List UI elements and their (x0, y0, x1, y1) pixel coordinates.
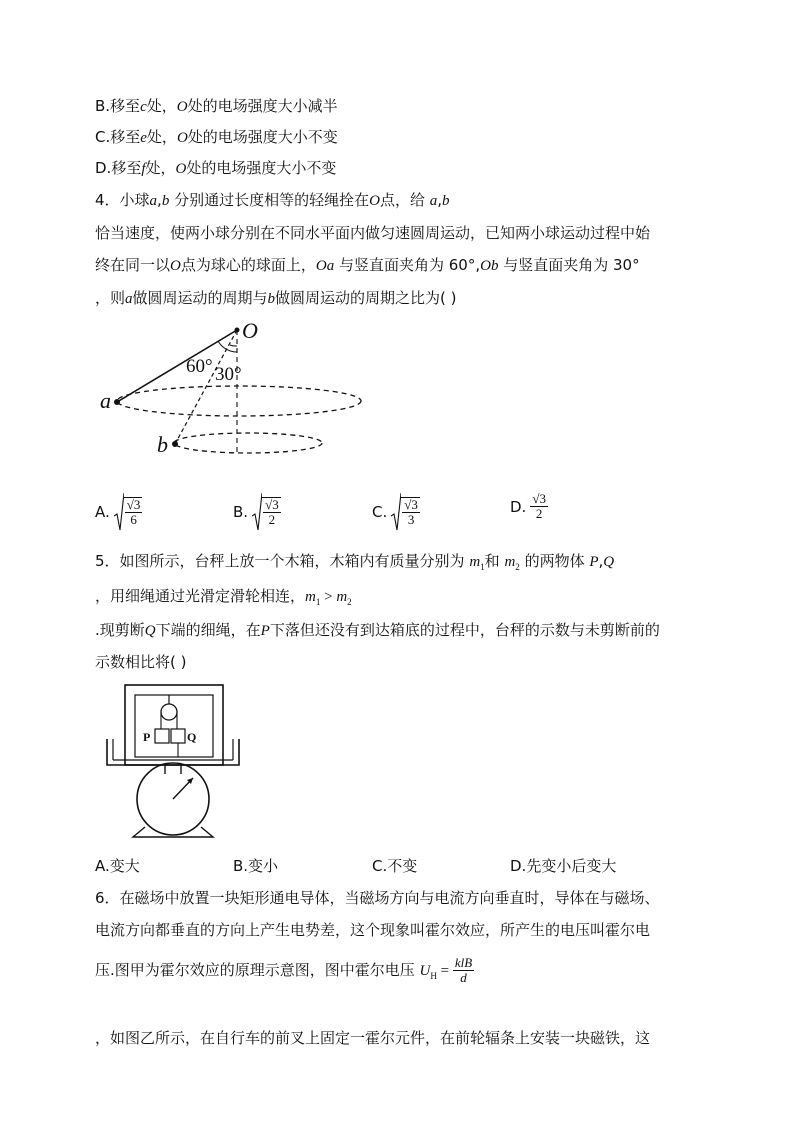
angle-30-arc (230, 345, 237, 346)
q6-stem-line4: ，如图乙所示，在自行车的前叉上固定一霍尔元件，在前轮辐条上安装一块磁铁，这 (95, 1029, 651, 1047)
q5-stem-line1: 5．如图所示，台秤上放一个木箱，木箱内有质量分别为 $m_1$和 $m_2$ 的两物体 P,Q (95, 552, 615, 572)
q4-figure (95, 318, 375, 458)
q3-option-c: C.移至e处，O处的电场强度大小不变 (95, 128, 338, 146)
q4-stem-line2: 恰当速度，使两小球分别在不同水平面内做匀速圆周运动，已知两小球运动过程中始 (95, 224, 651, 242)
q4-option-b: B. $\frac{√3}{2}$ (233, 492, 281, 532)
label-q: Q (187, 730, 197, 744)
ball-b (172, 441, 178, 447)
wooden-box-outer (125, 685, 223, 765)
block-q (171, 729, 185, 743)
q5-option-a: A.变大 (95, 857, 140, 875)
q5-option-d: D.先变小后变大 (510, 857, 617, 875)
point-o (235, 328, 240, 333)
radical-sign (114, 492, 124, 532)
q3-option-b: B.移至c处，O处的电场强度大小减半 (95, 97, 338, 115)
radical-sign (391, 492, 401, 532)
q4-option-c: C. $\frac{√3}{3}$ (372, 492, 420, 532)
q5-stem-line4: 示数相比将( ) (95, 653, 187, 671)
q4-option-d: D. $\frac{√3}{2}$ (510, 491, 546, 521)
label-o: O (242, 318, 258, 343)
q6-stem-line3: 压.图甲为霍尔效应的原理示意图，图中霍尔电压 $U_H$ = $\frac{\text{klB}}{d}$ (95, 955, 473, 985)
q4-stem-line1: 4．小球a,b 分别通过长度相等的轻绳拴在O点，给 a,b (95, 191, 450, 209)
wooden-box-inner (135, 695, 213, 757)
q4-option-a: A. $\frac{√3}{6}$ (95, 492, 142, 532)
block-p (155, 729, 169, 743)
q6-stem-line2: 电流方向都垂直的方向上产生电势差，这个现象叫霍尔效应，所产生的电压叫霍尔电 (95, 921, 651, 939)
orbit-b-ellipse (174, 433, 322, 453)
pulley (161, 704, 177, 720)
q4-stem-line4: ，则a做圆周运动的周期与b做圆周运动的周期之比为( ) (95, 289, 457, 307)
q5-option-c: C.不变 (372, 857, 418, 875)
q3-option-d: D.移至f处，O处的电场强度大小不变 (95, 159, 337, 177)
orbit-a-ellipse (117, 386, 361, 416)
label-a: a (100, 388, 111, 413)
angle-60-arc (218, 341, 237, 352)
ball-a (114, 399, 120, 405)
q4-stem-line3: 终在同一以O点为球心的球面上，Oa 与竖直面夹角为 60°,Ob 与竖直面夹角为 30° (95, 256, 640, 274)
q5-stem-line3: .现剪断Q下端的细绳，在P下落但还没有到达箱底的过程中，台秤的示数与未剪断前的 (95, 621, 660, 639)
q6-stem-line1: 6．在磁场中放置一块矩形通电导体，当磁场方向与电流方向垂直时，导体在与磁场、 (95, 889, 660, 907)
q5-figure (105, 682, 245, 842)
label-p: P (143, 730, 151, 744)
radical-sign (252, 492, 262, 532)
label-b: b (157, 432, 168, 457)
label-angle-30: 30° (215, 364, 242, 385)
label-angle-60: 60° (186, 356, 213, 377)
q5-stem-line2: ，用细绳通过光滑定滑轮相连，$m_1 > m_2$ (95, 587, 352, 607)
q5-option-b: B.变小 (233, 857, 279, 875)
